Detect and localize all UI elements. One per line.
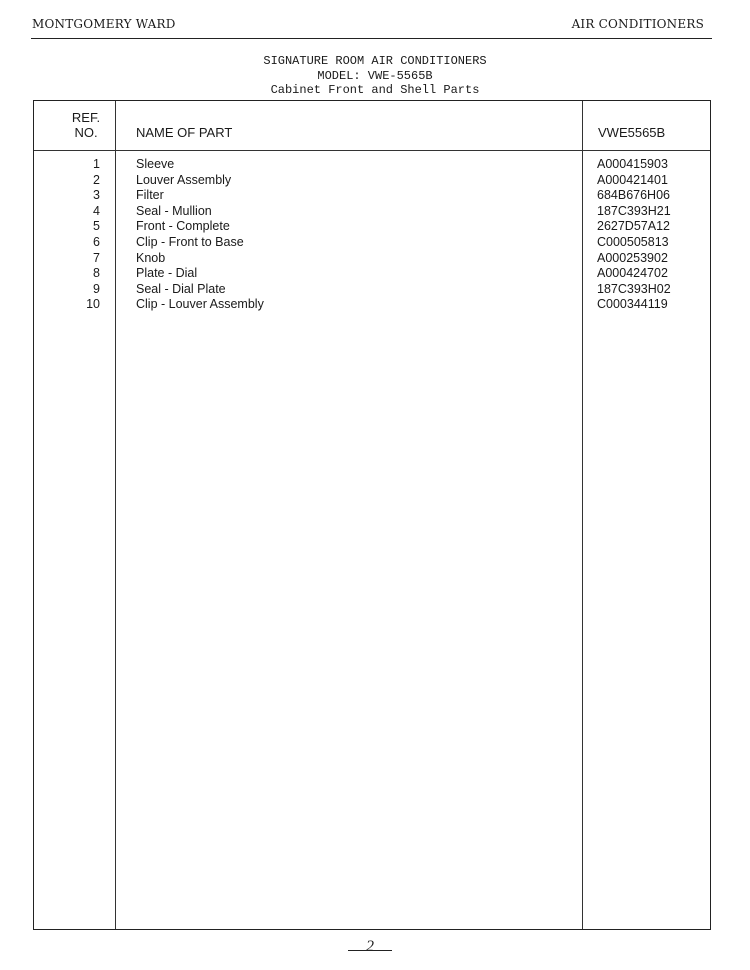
ref-number: 5 — [93, 219, 100, 234]
page-number-strike — [348, 950, 392, 951]
ref-number: 2 — [93, 172, 100, 187]
part-code: A000415903 — [597, 157, 668, 171]
header-rule — [31, 38, 712, 39]
table-row — [34, 188, 710, 204]
ref-number: 7 — [93, 250, 100, 265]
title-line: SIGNATURE ROOM AIR CONDITIONERS — [263, 54, 487, 68]
ref-number: 1 — [93, 157, 100, 171]
header-company: MONTGOMERY WARD — [32, 17, 176, 31]
ref-number: 8 — [93, 266, 100, 281]
table-row — [34, 297, 710, 313]
table-row — [34, 282, 710, 298]
part-code: 187C393H02 — [597, 281, 671, 296]
header-category: AIR CONDITIONERS — [571, 17, 704, 31]
part-code: 2627D57A12 — [597, 219, 670, 234]
part-name: Plate - Dial — [136, 266, 198, 281]
table-row — [34, 173, 710, 189]
table-row — [34, 266, 710, 282]
ref-number: 6 — [93, 234, 100, 249]
ref-no-header — [64, 110, 108, 140]
part-name: Filter — [136, 188, 164, 203]
ref-header-line2: NO. — [74, 125, 98, 140]
ref-number: 10 — [86, 297, 100, 312]
part-code: A000253902 — [597, 250, 668, 265]
page-number — [348, 938, 392, 956]
part-name: Knob — [136, 250, 166, 265]
title-block — [0, 54, 750, 98]
part-code: A000421401 — [597, 172, 668, 187]
part-code: C000344119 — [597, 297, 668, 312]
part-name: Seal - Dial Plate — [136, 281, 226, 296]
part-code: A000424702 — [597, 266, 668, 281]
table-row — [34, 204, 710, 220]
table-row — [34, 235, 710, 251]
page-number-text: 2 — [366, 938, 374, 955]
part-name: Front - Complete — [136, 219, 230, 234]
table-row — [34, 157, 710, 173]
part-name: Seal - Mullion — [136, 203, 212, 218]
table-body — [34, 157, 710, 313]
table-row — [34, 251, 710, 267]
model-line: MODEL: VWE-5565B — [317, 68, 433, 83]
name-of-part-header: NAME OF PART — [136, 125, 233, 140]
ref-header-line1: REF. — [71, 110, 101, 125]
ref-number: 9 — [93, 281, 100, 296]
ref-number: 3 — [93, 188, 100, 203]
part-name: Clip - Front to Base — [136, 234, 244, 249]
section-line: Cabinet Front and Shell Parts — [270, 83, 480, 97]
part-code: C000505813 — [597, 234, 669, 249]
part-name: Sleeve — [136, 157, 175, 171]
part-name: Clip - Louver Assembly — [136, 297, 264, 312]
part-code: 187C393H21 — [597, 203, 671, 218]
model-code-header: VWE5565B — [598, 125, 666, 140]
table-row — [34, 219, 710, 235]
header-divider — [34, 150, 710, 151]
ref-number: 4 — [93, 203, 100, 218]
part-name: Louver Assembly — [136, 172, 232, 187]
parts-table — [33, 100, 711, 930]
part-code: 684B676H06 — [597, 188, 670, 203]
